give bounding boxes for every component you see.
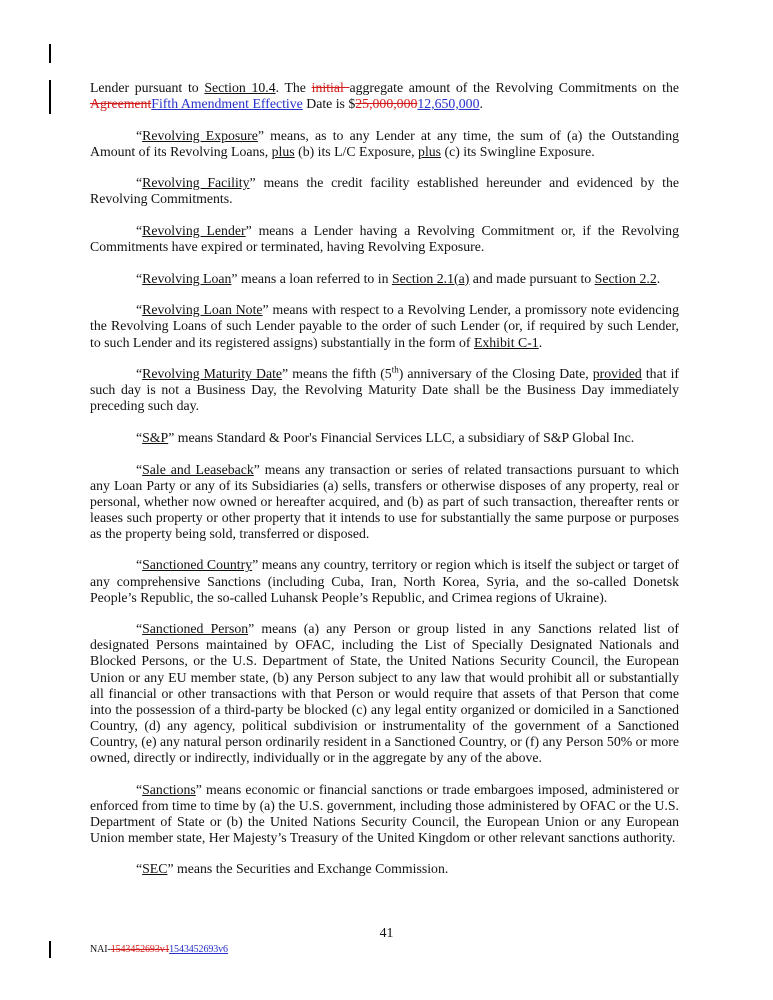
defined-term: Revolving Loan — [142, 270, 232, 286]
text-run: ” means with respect to a Revolving Lender, a promissory note evidencing the Revolving Loans of such Lender payable to the order of such Lender (or, if required by such Lender, to such Lender and its registered assigns) substantially in the form of — [90, 302, 679, 350]
deleted-text: Agreement — [90, 96, 152, 112]
text-run: ” means economic or financial sanctions or trade embargoes imposed, administered or enforced from time to time by (a) the U.S. government, including those administered by OFAC or the U.S. Department of State or (b) the United Nations Security Council, the European Union or any European Union member state, Her Majesty’s Treasury of the United Kingdom or other relevant sanctions authority. — [90, 781, 679, 845]
text-run: ) anniversary of the Closing Date, — [398, 366, 593, 382]
definition-revolving-facility — [90, 175, 679, 207]
text-run: ” means, as to any Lender at any time, the sum of (a) the Outstanding Amount of its Revolving Loans, — [90, 127, 679, 159]
text-run: ” means (a) any Person or group listed in any Sanctions related list of designated Persons maintained by OFAC, including the List of Specially Designated Nationals and Blocked Persons, or the U.S. Department of State, the United Nations Security Council, the European Union or any EU member state, (b) any Person subject to any law that would prohibit all or substantially all financial or other transactions with that Person or would require that assets of that Person that come into the possession of a third-party be blocked (c) any legal entity organized or domiciled in a Sanctioned Country, (d) any agency, political subdivision or instrumentality of the government of a Sanctioned Country, (e) any natural person ordinarily resident in a Sanctioned Country, or (f) any Person 50% or more owned, directly or indirectly, individually or in the aggregate by any of the above. — [90, 621, 679, 765]
page-number: 41 — [379, 925, 394, 940]
deleted-text: initial — [311, 80, 350, 95]
defined-term: Revolving Loan Note — [142, 302, 263, 318]
section-reference: Section 10.4 — [204, 80, 276, 95]
text-run: ” means the Securities and Exchange Commission. — [167, 861, 449, 877]
quote-mark: “ — [136, 223, 143, 239]
document-id — [90, 944, 228, 955]
defined-term: Sanctioned Person — [142, 621, 249, 637]
quote-mark: “ — [136, 861, 143, 877]
text-run: ” means any country, territory or region which is itself the subject or target of any comprehensive Sanctions (including Cuba, Iran, North Korea, Syria, and the so-called Donetsk People’s Republic, the so-called Luhansk People’s Republic, and Crimea regions of Ukraine). — [90, 557, 679, 605]
text-run: . — [479, 96, 483, 112]
quote-mark: “ — [136, 557, 143, 573]
defined-term: Revolving Facility — [142, 175, 250, 191]
change-bar — [49, 941, 51, 958]
defined-term: Revolving Maturity Date — [142, 366, 283, 382]
definition-revolving-maturity-date — [90, 366, 679, 414]
definition-revolving-loan — [90, 271, 679, 287]
paragraph-revolving-commitment-amount — [90, 80, 679, 112]
deleted-doc-version: 1543452693v1 — [110, 944, 170, 955]
exhibit-reference: Exhibit C-1 — [473, 334, 539, 350]
inserted-amount: 12,650,000 — [417, 96, 480, 112]
deleted-amount: 25,000,000 — [355, 96, 418, 112]
text-run: Date is $ — [302, 96, 356, 112]
text-run: ” means Standard & Poor's Financial Services LLC, a subsidiary of S&P Global Inc. — [168, 429, 635, 445]
doc-id-prefix: NAI- — [90, 944, 111, 955]
text-run: ” means the fifth (5 — [282, 366, 392, 382]
quote-mark: “ — [136, 621, 143, 637]
definition-sanctions — [90, 782, 679, 846]
defined-term: SEC — [142, 861, 168, 877]
text-run: . — [538, 334, 543, 350]
text-run: ” means a loan referred to in — [231, 270, 392, 286]
quote-mark: “ — [136, 461, 143, 477]
defined-term: S&P — [142, 429, 169, 445]
emphasis-provided: provided — [592, 366, 642, 382]
emphasis-plus: plus — [271, 143, 295, 159]
definition-sec — [90, 861, 679, 877]
text-run: ” means any transaction or series of related transactions pursuant to which any Loan Party or any of its Subsidiaries (a) sells, transfers or otherwise disposes of any property, real or personal, whether now owned or hereafter acquired, and (b) as part of such transaction, thereafter rents or leases such property or other property that it intends to use for substantially the same purpose or purposes as the property being sold, transferred or disposed. — [90, 461, 679, 541]
section-reference: Section 2.1(a) — [391, 270, 470, 286]
text-run: (b) its L/C Exposure, — [294, 143, 419, 159]
definition-revolving-lender — [90, 223, 679, 255]
quote-mark: “ — [136, 429, 143, 445]
text-run: that if such day is not a Business Day, the Revolving Maturity Date shall be the Business Day immediately preceding such day. — [90, 366, 680, 414]
text-run: Lender pursuant to — [90, 80, 205, 95]
definition-revolving-exposure — [90, 128, 679, 160]
definition-sp — [90, 430, 679, 446]
text-run: ” means the credit facility established hereunder and evidenced by the Revolving Commitments. — [90, 175, 679, 207]
text-run: aggregate amount of the Revolving Commitments on the — [349, 80, 679, 95]
section-reference: Section 2.2 — [594, 270, 657, 286]
quote-mark: “ — [136, 366, 143, 382]
emphasis-plus: plus — [418, 143, 442, 159]
quote-mark: “ — [136, 302, 143, 318]
text-run: . The — [275, 80, 312, 95]
text-run: . — [656, 270, 661, 286]
text-run: ” means a Lender having a Revolving Commitment or, if the Revolving Commitments have expired or terminated, having Revolving Exposure. — [90, 223, 679, 255]
defined-term: Sanctions — [142, 781, 196, 797]
change-bar — [49, 80, 51, 114]
defined-term: Revolving Exposure — [142, 127, 258, 143]
definition-revolving-loan-note — [90, 302, 679, 350]
defined-term: Sale and Leaseback — [142, 461, 254, 477]
inserted-text: Fifth Amendment Effective — [151, 96, 303, 112]
quote-mark: “ — [136, 781, 143, 797]
document-body — [90, 80, 679, 893]
change-bar — [49, 44, 51, 63]
defined-term: Sanctioned Country — [142, 557, 253, 573]
quote-mark: “ — [136, 175, 143, 191]
definition-sale-and-leaseback — [90, 462, 679, 542]
definition-sanctioned-country — [90, 557, 679, 605]
definition-sanctioned-person — [90, 621, 679, 766]
inserted-doc-version: 1543452693v6 — [169, 944, 228, 955]
text-run: and made pursuant to — [469, 270, 595, 286]
text-run: (c) its Swingline Exposure. — [441, 143, 595, 159]
quote-mark: “ — [136, 270, 143, 286]
quote-mark: “ — [136, 127, 143, 143]
defined-term: Revolving Lender — [142, 223, 246, 239]
ordinal-suffix: th — [391, 364, 399, 375]
